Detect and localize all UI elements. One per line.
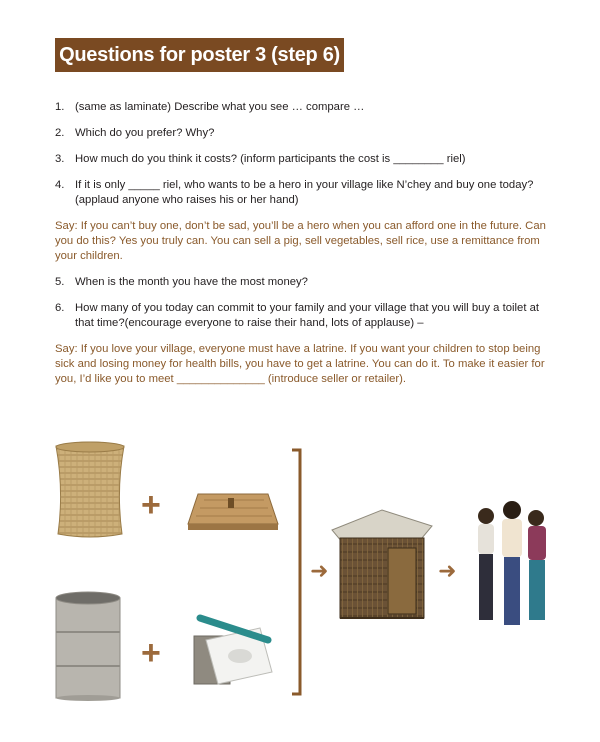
- question-item: [55, 301, 555, 331]
- question-item: [55, 126, 555, 141]
- question-list-a: [55, 100, 555, 208]
- family-photo-image: [470, 500, 556, 630]
- question-number: 2.: [55, 127, 65, 139]
- arrow-right-icon: ➜: [438, 558, 457, 583]
- question-item: [55, 275, 555, 290]
- say-prompt-1: Say: If you can’t buy one, don’t be sad, you’ll be a hero when you can afford one in the future. Can you do this? Yes you truly can. You can sell a pig, sell vegetables, sell rice, use a remittance from your children.: [55, 220, 546, 262]
- question-text: If it is only _____ riel, who wants to be a hero in your village like N’chey and buy one today? (applaud anyone who raises his or her hand): [75, 179, 534, 206]
- woven-basket-image: [50, 440, 130, 540]
- latrine-hut-image: [330, 508, 434, 622]
- question-number: 6.: [55, 302, 65, 314]
- question-text: (same as laminate) Describe what you see … compare …: [75, 101, 365, 113]
- say-prompt-2: Say: If you love your village, everyone must have a latrine. If you want your children to stop being sick and losing money for health bills, you have to get a latrine. You can do it. To make it easier for you, I’d like you to meet ______________ (introduce seller or retailer).: [55, 343, 545, 385]
- latrine-illustration: [0, 440, 600, 742]
- question-text: Which do you prefer? Why?: [75, 127, 215, 139]
- question-number: 5.: [55, 276, 65, 288]
- wooden-slab-image: [184, 488, 280, 532]
- question-list-b: [55, 275, 555, 331]
- question-content: [55, 100, 555, 398]
- question-number: 3.: [55, 153, 65, 165]
- toilet-pan-image: [190, 610, 278, 690]
- question-number: 1.: [55, 101, 65, 113]
- question-item: [55, 100, 555, 115]
- question-item: [55, 178, 555, 208]
- question-number: 4.: [55, 179, 65, 191]
- question-text: How much do you think it costs? (inform participants the cost is ________ riel): [75, 153, 466, 165]
- grouping-bracket: [290, 448, 304, 696]
- question-item: [55, 152, 555, 167]
- question-text: When is the month you have the most money?: [75, 276, 308, 288]
- arrow-right-icon: ➜: [310, 558, 329, 583]
- plus-sign: +: [141, 486, 161, 524]
- plus-sign: +: [141, 634, 161, 672]
- page-title: Questions for poster 3 (step 6): [55, 38, 344, 72]
- question-text: How many of you today can commit to your family and your village that you will buy a toilet at that time?(encourage everyone to raise their hand, lots of applause) –: [75, 302, 540, 329]
- concrete-rings-image: [52, 590, 124, 702]
